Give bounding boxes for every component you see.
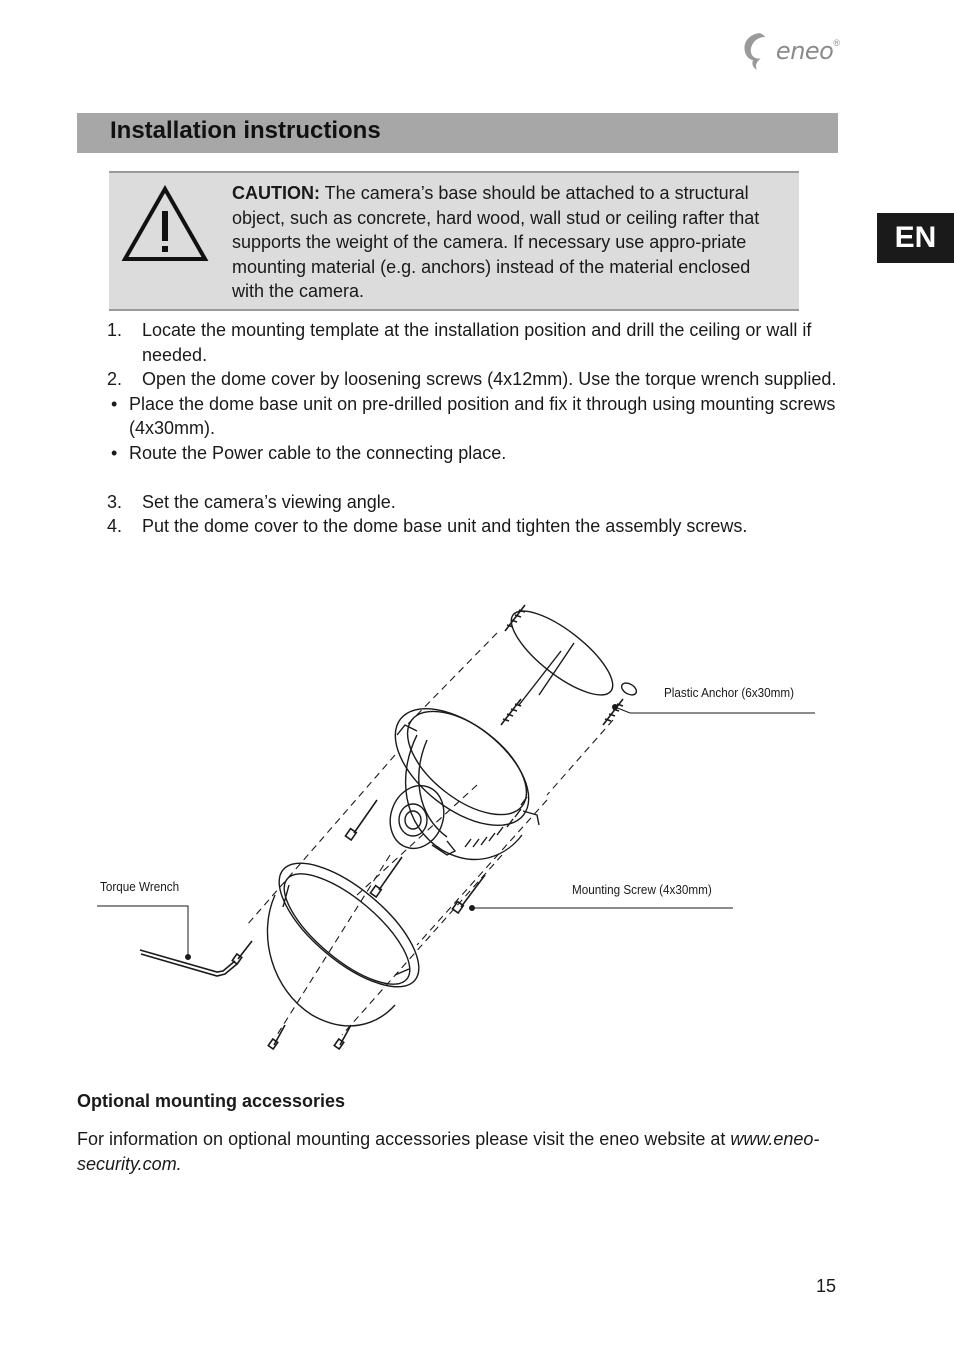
eneo-swirl-icon <box>740 30 772 72</box>
cover-screw <box>232 941 252 964</box>
mounting-screw <box>370 857 402 897</box>
step-text: Put the dome cover to the dome base unit and tighten the assembly screws. <box>142 516 748 536</box>
mounting-screw <box>345 800 377 840</box>
torque-wrench-callout: Torque Wrench <box>100 879 180 894</box>
caution-label: CAUTION: <box>232 183 320 203</box>
section-header-bar <box>77 113 838 153</box>
spacer <box>107 465 837 490</box>
warning-triangle-icon <box>121 185 209 263</box>
page-number: 15 <box>816 1276 837 1296</box>
step-text: Locate the mounting template at the installation position and drill the ceiling or wall if needed. <box>142 320 812 365</box>
website-link[interactable]: www.eneo-security.com. <box>77 1129 820 1174</box>
bullet-text: Place the dome base unit on pre-drilled position and fix it through using mounting screws (4x30mm). <box>129 393 836 438</box>
plastic-anchor-callout: Plastic Anchor (6x30mm) <box>664 685 795 700</box>
step-number: 4. <box>107 516 123 536</box>
bullet-item <box>107 392 837 441</box>
dome-camera-exploded-drawing <box>77 595 838 1060</box>
logo-text: eneo <box>775 37 834 65</box>
step-text: Open the dome cover by loosening screws (4x12mm). Use the torque wrench supplied. <box>142 369 837 389</box>
bullet-mark: • <box>111 442 118 463</box>
step-item <box>107 490 837 515</box>
accessories-text <box>77 1127 837 1177</box>
step-number: 3. <box>107 491 123 512</box>
exploded-installation-diagram <box>77 595 838 1060</box>
caution-text <box>232 181 782 304</box>
accessories-body: For information on optional mounting accessories please visit the eneo website at <box>77 1129 731 1149</box>
bullet-item <box>107 441 837 466</box>
dome-base-unit <box>375 686 550 860</box>
mounting-screw-callout: Mounting Screw (4x30mm) <box>572 882 712 897</box>
camera-lens-module <box>382 778 455 856</box>
language-tab: EN <box>877 213 954 263</box>
callout-leader-lines <box>97 705 815 960</box>
step-item <box>107 367 837 392</box>
logo-trademark: ® <box>833 38 840 48</box>
plastic-anchor-top <box>505 605 525 631</box>
step-text: Set the camera’s viewing angle. <box>142 491 396 512</box>
step-number: 2. <box>107 369 123 389</box>
step-item <box>107 514 837 539</box>
caution-box <box>109 171 799 311</box>
section-title: Installation instructions <box>110 117 381 144</box>
installation-steps <box>107 318 837 539</box>
accessories-heading: Optional mounting accessories <box>77 1091 346 1111</box>
plastic-anchor-right <box>603 699 623 725</box>
step-number: 1. <box>107 320 123 340</box>
cover-screw <box>268 1025 285 1049</box>
eneo-logo <box>740 30 840 72</box>
step-item <box>107 318 837 367</box>
bullet-text: Route the Power cable to the connecting place. <box>129 442 507 463</box>
caution-body: The camera’s base should be attached to a structural object, such as concrete, hard wood, wall stud or ceiling rafter that supports the weight of the camera. If necessary use appro-priate mounting material (e.g. anchors) instead of the material enclosed with the camera. <box>232 183 760 301</box>
mounting-screw <box>452 875 485 913</box>
bullet-mark: • <box>111 393 118 414</box>
dome-cover <box>260 842 438 1026</box>
cover-screw <box>334 1025 351 1049</box>
plastic-anchor-left <box>501 699 521 725</box>
